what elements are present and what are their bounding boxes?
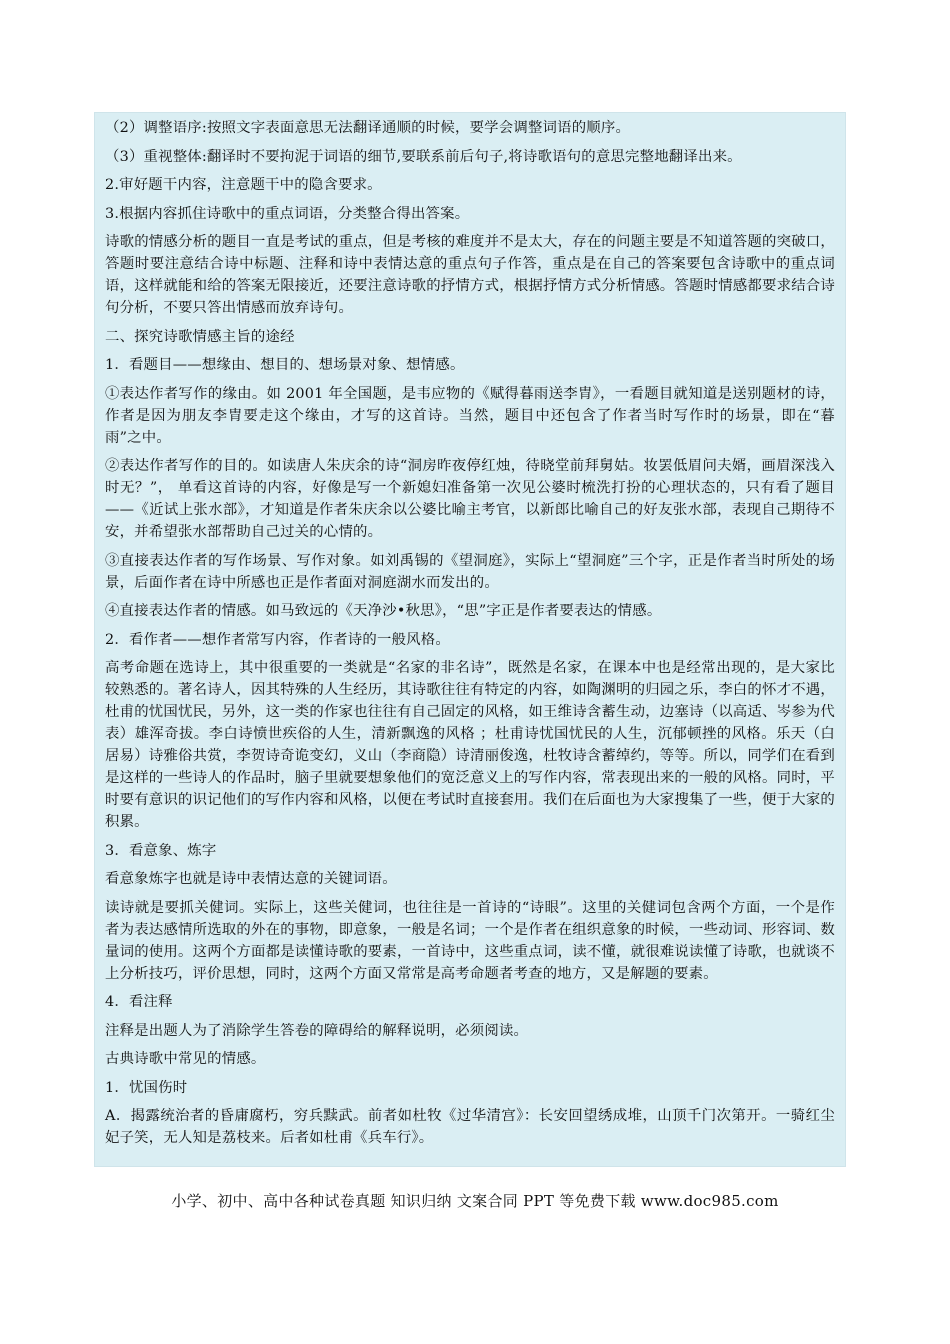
paragraph: 古典诗歌中常见的情感。 [105,1051,266,1067]
page-footer: 小学、初中、高中各种试卷真题 知识归纳 文案合同 PPT 等免费下载 www.doc985.com [171,1192,779,1210]
content-panel [94,112,846,1167]
paragraph: （2）调整语序:按照文字表面意思无法翻译通顺的时候，要学会调整词语的顺序。 [105,120,631,136]
paragraph: （3）重视整体:翻译时不要拘泥于词语的细节,要联系前后句子,将诗歌语句的意思完整地翻译出来。 [105,148,742,165]
paragraph: 看意象炼字也就是诗中表情达意的关键词语。 [105,871,397,887]
subheading: 4．看注释 [105,994,173,1010]
section-heading: 二、探究诗歌情感主旨的途经 [105,328,295,345]
subheading: 1．看题目——想缘由、想目的、想场景对象、想情感。 [105,357,465,373]
paragraph: ①表达作者写作的缘由。如 2001 年全国题，是韦应物的《赋得暮雨送李胄》，一看题目就知道是送别题材的诗，作者是因为朋友李胄要走这个缘由，才写的这首诗。当然，题目中还包含了作者当时写作时的场景，即在“暮雨”之中。 [105,385,835,446]
paragraph: 读诗就是要抓关健词。实际上，这些关健词，也往往是一首诗的“诗眼”。这里的关健词包含两个方面，一个是作者为表达感情所选取的外在的事物，即意象，一般是名词；一个是作者在组织意象的时候，一些动词、形容词、数量词的使用。这两个方面都是读懂诗歌的要素，一首诗中，这些重点词，读不懂，就很难说读懂了诗歌，也就谈不上分析技巧，评价思想，同时，这两个方面又常常是高考命题者考查的地方，又是解题的要素。 [105,899,835,982]
paragraph: 诗歌的情感分析的题目一直是考试的重点，但是考核的难度并不是太大，存在的问题主要是不知道答题的突破口，答题时要注意结合诗中标题、注释和诗中表情达意的重点句子作答，重点是在自己的答案要包含诗歌中的重点词语，这样就能和给的答案无限接近，还要注意诗歌的抒情方式，根据抒情方式分析情感。答题时情感都要求结合诗句分析，不要只答出情感而放弃诗句。 [105,234,835,316]
paragraph: ②表达作者写作的目的。如读唐人朱庆余的诗“洞房昨夜停红烛，待晓堂前拜舅姑。妆罢低眉问夫婿，画眉深浅入时无？”， 单看这首诗的内容，好像是写一个新媳妇准备第一次见公婆时梳洗打扮的心理状态的，只有看了题目——《近试上张水部》，才知道是作者朱庆余以公婆比喻主考官，以新郎比喻自己的好友张水部，表现自己期待不安，并希望张水部帮助自己过关的心情的。 [105,458,835,540]
paragraph: 2.审好题干内容，注意题干中的隐含要求。 [105,177,382,193]
paragraph: 高考命题在选诗上，其中很重要的一类就是“名家的非名诗”，既然是名家，在课本中也是经常出现的，是大家比较熟悉的。著名诗人，因其特殊的人生经历，其诗歌往往有特定的内容，如陶渊明的归园之乐，李白的怀才不遇，杜甫的忧国忧民，另外，这一类的作家也往往有自己固定的风格，如王维诗含蓄生动，边塞诗（以高适、岑参为代表）雄浑奇拔。李白诗愤世疾俗的人生，清新飘逸的风格 ；杜甫诗忧国忧民的人生，沉郁顿挫的风格。乐天（白居易）诗雅俗共赏，李贺诗奇诡变幻，义山（李商隐）诗清丽俊逸，杜牧诗含蓄绰约，等等。所以，同学们在看到是这样的一些诗人的作品时，脑子里就要想象他们的宽泛意义上的写作内容，常表现出来的一般的风格。同时，平时要有意识的识记他们的写作内容和风格，以便在考试时直接套用。我们在后面也为大家搜集了一些，便于大家的积累。 [105,660,835,830]
subheading: 3．看意象、炼字 [105,842,217,859]
subheading: 1．忧国伤时 [105,1079,188,1096]
subheading: 2．看作者——想作者常写内容，作者诗的一般风格。 [105,631,450,648]
paragraph: A．揭露统治者的昏庸腐朽，穷兵黩武。前者如杜牧《过华清宫》：长安回望绣成堆，山顶千门次第开。一骑红尘妃子笑，无人知是荔枝来。后者如杜甫《兵车行》。 [105,1108,835,1146]
paragraph: 3.根据内容抓住诗歌中的重点词语，分类整合得出答案。 [105,205,470,222]
paragraph: ③直接表达作者的写作场景、写作对象。如刘禹锡的《望洞庭》，实际上“望洞庭”三个字，正是作者当时所处的场景，后面作者在诗中所感也正是作者面对洞庭湖水而发出的。 [105,552,835,591]
paragraph: 注释是出题人为了消除学生答卷的障碍给的解释说明，必须阅读。 [105,1022,529,1039]
paragraph: ④直接表达作者的情感。如马致远的《天净沙•秋思》，“思”字正是作者要表达的情感。 [105,603,662,619]
